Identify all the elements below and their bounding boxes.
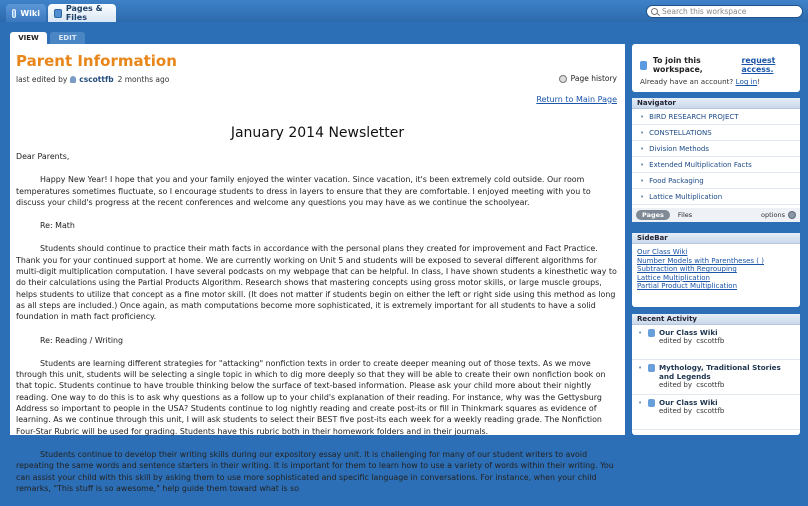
paragraph-3: Students are learning different strategies for "attacking" nonfiction texts in order to create deeper meaning out of those texts. As we move through this unit, students will be selecting a single topic in which to dig more deeply so that they will be able to create their own nonfiction book on that topic. Students continue to have trouble thinking below the surface of text-based information. Please ask your child more about their nightly reading. One way to do this is to ask why questions as a follow up to your child's explanation of their reading. For instance, why was the Gettysburg Address so important to people in the USA? Students continue to log nightly reading and create post-its or fill in Thinkmark squares as evidence of learning. As we continue through this unit, I will ask students to select their BEST five post-its each week for a weekly reading grade. The Nonfiction Four-Star Rubric will be used for grading. Students have this rubric both in their homework folders and in their journals. [16, 358, 606, 436]
activity-by: edited by [659, 381, 693, 389]
search-input[interactable] [646, 5, 803, 18]
navigator-item[interactable]: • Extended Multiplication Facts [632, 157, 800, 173]
activity-title[interactable]: Our Class Wiki [659, 328, 718, 337]
page-icon [648, 329, 655, 337]
sidebar-panel [632, 233, 800, 307]
greeting: Dear Parents, [16, 152, 70, 161]
last-edited-label: last edited by [16, 75, 68, 84]
tab-view[interactable]: VIEW [10, 32, 47, 44]
options-gear-icon[interactable] [788, 211, 796, 219]
page-icon [648, 399, 655, 407]
navigator-footer [632, 208, 800, 222]
newsletter-body [16, 151, 618, 506]
pages-icon [54, 9, 62, 18]
pages-button[interactable]: Pages [636, 210, 670, 220]
sidebar-link[interactable]: Partial Product Multiplication [637, 282, 738, 291]
navigator-item[interactable]: • Food Packaging [632, 173, 800, 189]
newsletter-title: January 2014 Newsletter [230, 125, 405, 141]
last-edited-info [16, 75, 169, 84]
activity-title[interactable]: Our Class Wiki [659, 398, 718, 407]
join-row [640, 56, 800, 74]
search-placeholder: Search this workspace [662, 7, 747, 16]
wiki-icon [12, 9, 16, 18]
activity-by: edited by [659, 407, 693, 415]
sidebar-links [632, 244, 800, 295]
login-link[interactable]: Log in [735, 77, 758, 86]
sidebar-link[interactable]: Lattice Multiplication [637, 273, 710, 282]
main-content [10, 44, 625, 493]
activity-user[interactable]: cscottfb [696, 381, 725, 389]
activity-item: • Our Class Wiki edited by cscottfb [632, 395, 800, 430]
navigator-item[interactable]: • Division Methods [632, 141, 800, 157]
activity-title[interactable]: Mythology, Traditional Stories and Legends [659, 363, 781, 381]
activity-item: • Mythology, Traditional Stories and Legends edited by cscottfb [632, 360, 800, 395]
navigator-item[interactable]: • Lattice Multiplication [632, 189, 800, 205]
activity-user[interactable]: cscottfb [696, 407, 725, 415]
sidebar-link[interactable]: Our Class Wiki [637, 248, 688, 256]
navigator-item[interactable]: • BIRD RESEARCH PROJECT [632, 109, 800, 125]
login-suffix: ! [757, 77, 761, 86]
paragraph-4: Students continue to develop their writing skills during our expository essay unit. It is challenging for many of our student writers to avoid repeating the same words and sentence starters in their writing. It is important for them to learn how to use a variety of words within their writing. You can assist your child with this skill by asking them to use more sophisticated and specific language in conversations. For instance, when your child remarks, "This stuff is so awesome," help guide them toward what is so [16, 449, 614, 493]
files-button[interactable]: Files [677, 211, 693, 219]
wiki-tab-label: Wiki [20, 8, 40, 18]
recent-activity-header: Recent Activity [632, 314, 800, 325]
navigator-item[interactable]: • CONSTELLATIONS [632, 125, 800, 141]
request-access-link[interactable]: request access. [741, 56, 776, 74]
top-bar [0, 0, 808, 22]
return-to-main-link[interactable]: Return to Main Page [536, 95, 617, 104]
user-icon [70, 76, 76, 83]
edited-ago: 2 months ago [117, 75, 170, 84]
search-icon [651, 8, 658, 15]
page-history-label: Page history [570, 74, 617, 83]
paragraph-1: Happy New Year! I hope that you and your family enjoyed the winter vacation. Since vacation, it's been extremely cold outside. Our room temperatures sometimes fluctuate, so I encourage students to dress in layers to ensure that they are comfortable. I enjoyed meeting with you to discuss your child's progress at the recent conferences and welcome any questions you may have as we continue the schoolyear. [16, 175, 591, 207]
activity-by: edited by [659, 337, 693, 345]
editor-link[interactable]: cscottfb [79, 75, 114, 84]
view-edit-tabs [10, 32, 625, 44]
have-account-text: Already have an account? [640, 77, 734, 86]
re-reading-writing: Re: Reading / Writing [40, 335, 124, 345]
join-workspace-box [632, 44, 800, 92]
paragraph-2: Students should continue to practice their math facts in accordance with the personal plans they created for improvement and Fact Practice. Thank you for your continued support at home. We are currently working on Unit 5 and students will be exposed to several different algorithms for multi-digit multiplication computation. I have several podcasts on my webpage that can be helpful. In class, I have shown students a kinesthetic way to do their calculations using the Partial Products Algorithm. Research shows that mastering concepts using gross motor skills, or large muscle groups, helps students to utilize that concept as a fine motor skill. (It does not matter if students begin on either the left or right side using this method as long as all steps are included.) Once again, as math computations become more sophisticated, it is extremely important for all students to have a solid foundation in math fact proficiency. [16, 244, 617, 322]
wiki-tab[interactable] [6, 4, 46, 22]
pages-tab-label: Pages & Files [65, 4, 103, 22]
activity-user[interactable]: cscottfb [696, 337, 725, 345]
recent-activity-panel [632, 314, 800, 435]
activity-item: • Our Class Wiki edited by cscottfb [632, 325, 800, 360]
clock-icon [559, 75, 567, 83]
pages-files-tab[interactable] [48, 4, 116, 22]
re-math: Re: Math [40, 221, 75, 231]
sidebar-link[interactable]: Number Models with Parentheses ( ) [637, 256, 764, 265]
sidebar-link[interactable]: Subtraction with Regrouping [637, 265, 737, 274]
options-button[interactable]: options [761, 211, 785, 219]
login-row [640, 77, 760, 86]
navigator-list [632, 109, 800, 205]
page-history-button[interactable] [559, 74, 617, 83]
page-title: Parent Information [16, 52, 177, 70]
navigator-panel [632, 98, 800, 222]
workspace-icon [640, 61, 647, 70]
sidebar-header: SideBar [632, 233, 800, 244]
navigator-header: Navigator [632, 98, 800, 109]
page-icon [648, 364, 655, 372]
join-text: To join this workspace, [652, 56, 703, 74]
tab-edit[interactable]: EDIT [50, 32, 85, 44]
